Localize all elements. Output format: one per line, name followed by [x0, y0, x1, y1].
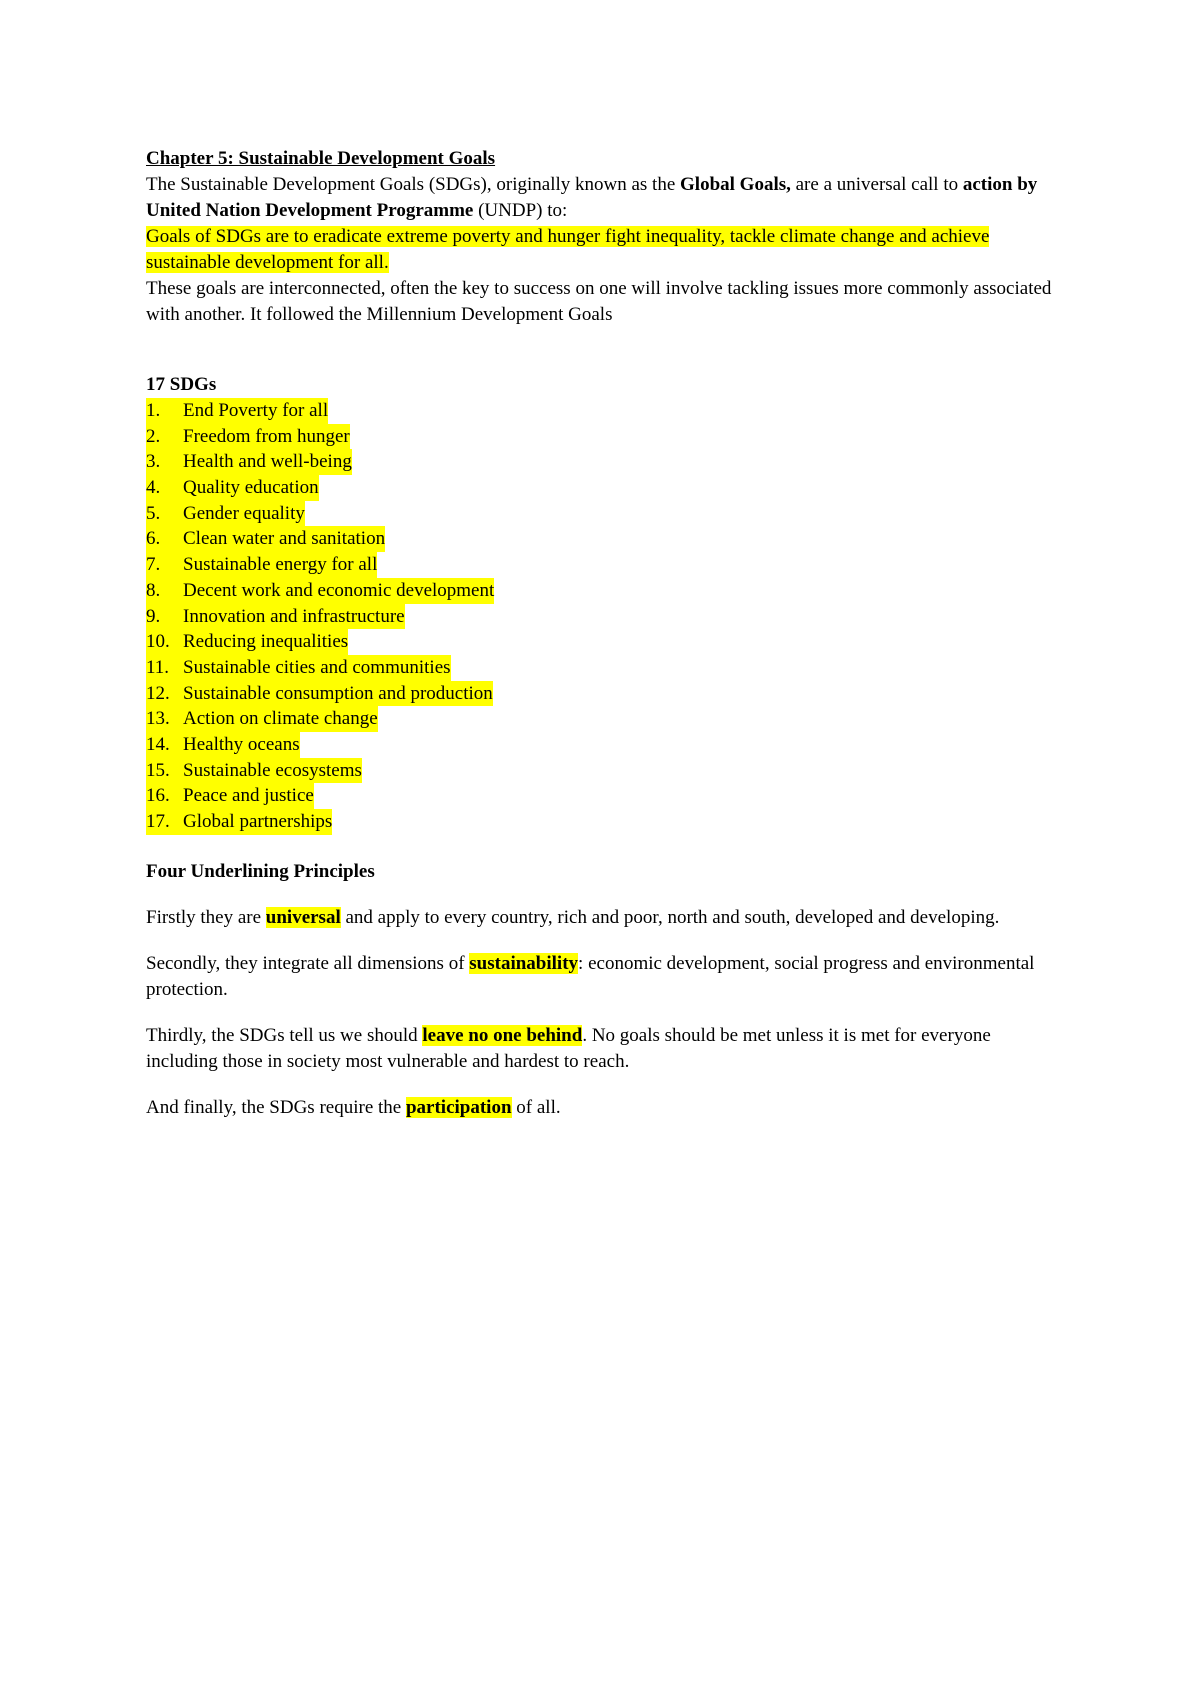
sdg-list-item — [146, 758, 1066, 784]
sdg-number: 12. — [146, 682, 170, 704]
sdg-number: 16. — [146, 785, 170, 807]
sdg-number: 10. — [146, 631, 170, 653]
sdg-label: Sustainable consumption and production — [183, 682, 493, 704]
sdg-label: Reducing inequalities — [183, 631, 349, 653]
sdg-list-item — [146, 449, 1066, 475]
sdg-label: Healthy oceans — [183, 733, 300, 755]
intro-text-1: The Sustainable Development Goals (SDGs), originally known as the — [146, 174, 681, 195]
sdg-item-highlight — [146, 681, 493, 707]
keyword-participation: participation — [405, 1096, 512, 1118]
sdg-list-item — [146, 655, 1066, 681]
principle-participation — [146, 1095, 1066, 1121]
sdg-list-item — [146, 604, 1066, 630]
intro-text-2: are a universal call to — [790, 174, 963, 195]
sdg-list-item — [146, 424, 1066, 450]
sdg-list-item — [146, 706, 1066, 732]
sdg-item-highlight — [146, 424, 350, 450]
global-goals-term: Global Goals, — [680, 174, 791, 195]
sdg-label: Innovation and infrastructure — [183, 605, 405, 627]
sdg-number: 6. — [146, 528, 161, 550]
sdg-item-highlight — [146, 526, 385, 552]
sdg-label: Clean water and sanitation — [183, 528, 386, 550]
sdg-number: 8. — [146, 579, 161, 601]
sdg-label: End Poverty for all — [183, 400, 329, 421]
sdg-label: Gender equality — [183, 502, 305, 524]
sdg-label: Quality education — [183, 477, 319, 499]
sdg-number: 15. — [146, 759, 170, 781]
keyword-universal: universal — [265, 906, 341, 928]
document-body — [146, 146, 1066, 1121]
sdg-label: Health and well-being — [183, 451, 352, 473]
principle-sustainability — [146, 951, 1066, 1003]
sdg-list-item — [146, 809, 1066, 835]
sdg-item-highlight — [146, 501, 305, 527]
sdg-number: 3. — [146, 451, 161, 473]
sdg-list-item — [146, 732, 1066, 758]
sdg-item-highlight — [146, 706, 378, 732]
principle-1-text-a: Firstly they are — [146, 906, 266, 928]
sdg-list-item — [146, 501, 1066, 527]
principle-3-text-b: . No goals should be met unless it is met for everyone including those in society most vulnerable and hardest to reach. — [146, 1024, 991, 1072]
sdg-item-highlight — [146, 655, 451, 681]
sdg-label: Action on climate change — [183, 708, 378, 730]
interconnected-paragraph: These goals are interconnected, often the key to success on one will involve tackling issues more commonly associated with another. It followed the Millennium Development Goals — [146, 278, 1052, 325]
sdg-item-highlight — [146, 629, 348, 655]
sdg-item-highlight — [146, 604, 405, 630]
principle-4-text-a: And finally, the SDGs require the — [146, 1096, 406, 1118]
chapter-title: Chapter 5: Sustainable Development Goals — [146, 148, 496, 169]
sdg-list-item — [146, 681, 1066, 707]
sdg-list-item — [146, 783, 1066, 809]
sdg-number: 2. — [146, 425, 161, 447]
sdg-list — [146, 398, 1066, 835]
principles-heading: Four Underlining Principles — [146, 860, 375, 882]
sdg-number: 7. — [146, 554, 161, 576]
sdg-label: Sustainable cities and communities — [183, 656, 451, 678]
undp-action-term: action by United Nation Development Programme — [146, 174, 1038, 221]
sdg-list-item — [146, 526, 1066, 552]
sdg-item-highlight — [146, 449, 352, 475]
sdg-item-highlight — [146, 732, 300, 758]
keyword-leave-no-one-behind: leave no one behind — [422, 1024, 583, 1046]
sdg-list-item — [146, 552, 1066, 578]
sdg-number: 9. — [146, 605, 161, 627]
principle-universal — [146, 905, 1066, 931]
sdg-label: Decent work and economic development — [183, 579, 495, 601]
sdg-number: 14. — [146, 733, 170, 755]
sdg-number: 5. — [146, 502, 161, 524]
sdg-item-highlight — [146, 398, 328, 424]
goals-highlighted-text: Goals of SDGs are to eradicate extreme poverty and hunger fight inequality, tackle climate change and achieve sustainable development for all. — [146, 226, 990, 273]
principle-4-text-b: of all. — [511, 1096, 561, 1118]
sdg-label: Freedom from hunger — [183, 425, 350, 447]
sdg-label: Peace and justice — [183, 785, 314, 807]
intro-paragraph — [146, 172, 1066, 224]
sdg-list-item — [146, 398, 1066, 424]
sdg-list-item — [146, 629, 1066, 655]
sdg-item-highlight — [146, 552, 377, 578]
sdg-number: 17. — [146, 811, 170, 832]
sdg-list-item — [146, 475, 1066, 501]
principle-leave-no-one-behind — [146, 1023, 1066, 1075]
principle-3-text-a: Thirdly, the SDGs tell us we should — [146, 1024, 423, 1046]
sdg-item-highlight — [146, 783, 314, 809]
sdg-list-item — [146, 578, 1066, 604]
principle-1-text-b: and apply to every country, rich and poor, north and south, developed and developing. — [340, 906, 1000, 928]
sdg-number: 1. — [146, 400, 161, 421]
sdg-item-highlight — [146, 809, 332, 835]
sdg-item-highlight — [146, 578, 494, 604]
principle-2-text-b: : economic development, social progress and environmental protection. — [146, 952, 1035, 1000]
sdg-label: Sustainable energy for all — [183, 554, 378, 576]
sdg-number: 13. — [146, 708, 170, 730]
sdg-number: 4. — [146, 477, 161, 499]
sdg-number: 11. — [146, 656, 170, 678]
sdg-item-highlight — [146, 475, 319, 501]
intro-text-3: (UNDP) to: — [473, 200, 568, 221]
principle-2-text-a: Secondly, they integrate all dimensions of — [146, 952, 470, 974]
sdg-label: Global partnerships — [183, 811, 333, 832]
sdg-item-highlight — [146, 758, 362, 784]
keyword-sustainability: sustainability — [469, 952, 579, 974]
goals-highlighted-paragraph — [146, 224, 1066, 276]
sdg-label: Sustainable ecosystems — [183, 759, 362, 781]
sdgs-heading: 17 SDGs — [146, 374, 217, 395]
